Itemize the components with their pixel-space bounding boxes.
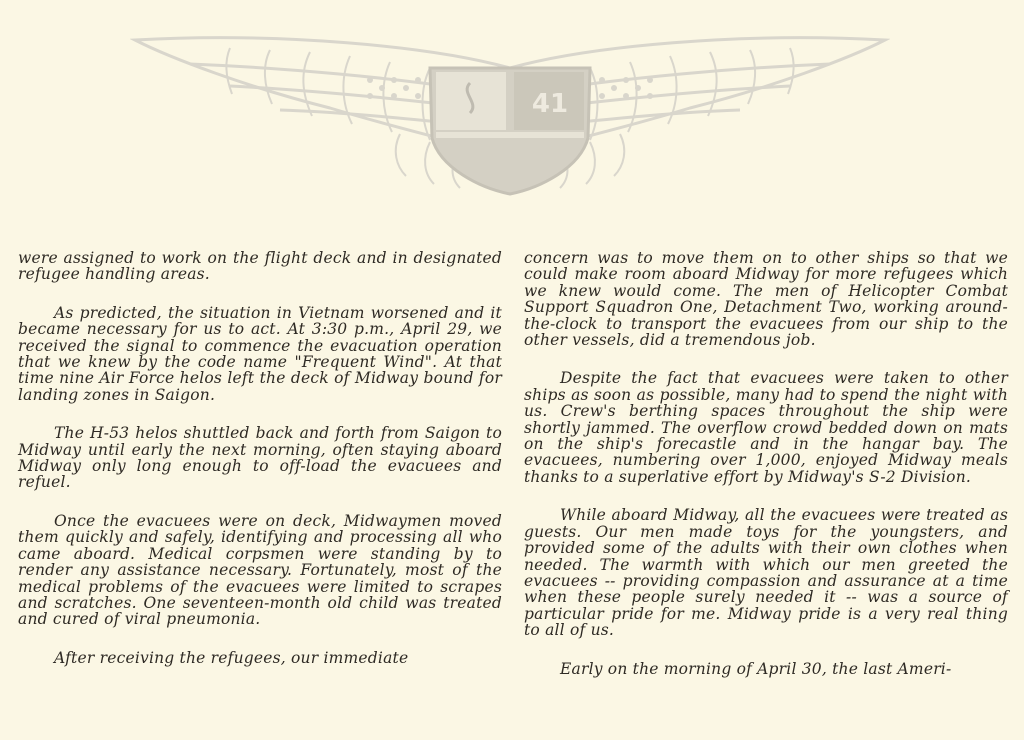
wings-emblem <box>130 28 890 198</box>
left-column <box>18 250 502 688</box>
badge-number: 41 <box>531 89 569 119</box>
paragraph: After receiving the refugees, our immediate <box>54 648 409 667</box>
paragraph: While aboard Midway, all the evacuees were treated as guests. Our men made toys for the youngsters, and provided some of the adults with their own clothes when needed. The warmth with which our men greeted the evacuees -- providing compassion and assurance at a time when these people surely needed it -- was a source of particular pride for me. Midway pride is a very real thing to all of us. <box>524 506 1008 640</box>
paragraph: Early on the morning of April 30, the last Ameri- <box>560 659 952 678</box>
paragraph: Once the evacuees were on deck, Midwaymen moved them quickly and safely, identifying and processing all who came aboard. Medical corpsmen were standing by to render any assistance necessary. Fortunately, most of the medical problems of the evacuees were limited to scrapes and scratches. One seventeen-month old child was treated and cured of viral pneumonia. <box>18 511 502 629</box>
paragraph: Despite the fact that evacuees were taken to other ships as soon as possible, many had to spend the night with us. Crew's berthing spaces throughout the ship were shortly jammed. The overflow crowd bedded down on mats on the ship's forecastle and in the hangar bay. The evacuees, numbering over 1,000, enjoyed Midway meals thanks to a superlative effort by Midway's S-2 Division. <box>524 369 1008 486</box>
paragraph: The H-53 helos shuttled back and forth from Saigon to Midway until early the next morning, often staying aboard Midway only long enough to off-load the evacuees and refuel. <box>18 424 502 492</box>
paragraph: As predicted, the situation in Vietnam worsened and it became necessary for us to act. At 3:30 p.m., April 29, we received the signal to commence the evacuation operation that we knew by the code name "Frequent Wind". At that time nine Air Force helos left the deck of Midway bound for landing zones in Saigon. <box>18 303 502 404</box>
paragraph: concern was to move them on to other ships so that we could make room aboard Midway for more refugees which we knew would come. The men of Helicopter Combat Support Squadron One, Detachment Two, working around-the-clock to transport the evacuees from our ship to the other vessels, did a tremendous job. <box>524 249 1008 350</box>
paragraph: were assigned to work on the flight deck and in designated refugee handling areas. <box>18 249 502 284</box>
right-column <box>524 250 1008 699</box>
